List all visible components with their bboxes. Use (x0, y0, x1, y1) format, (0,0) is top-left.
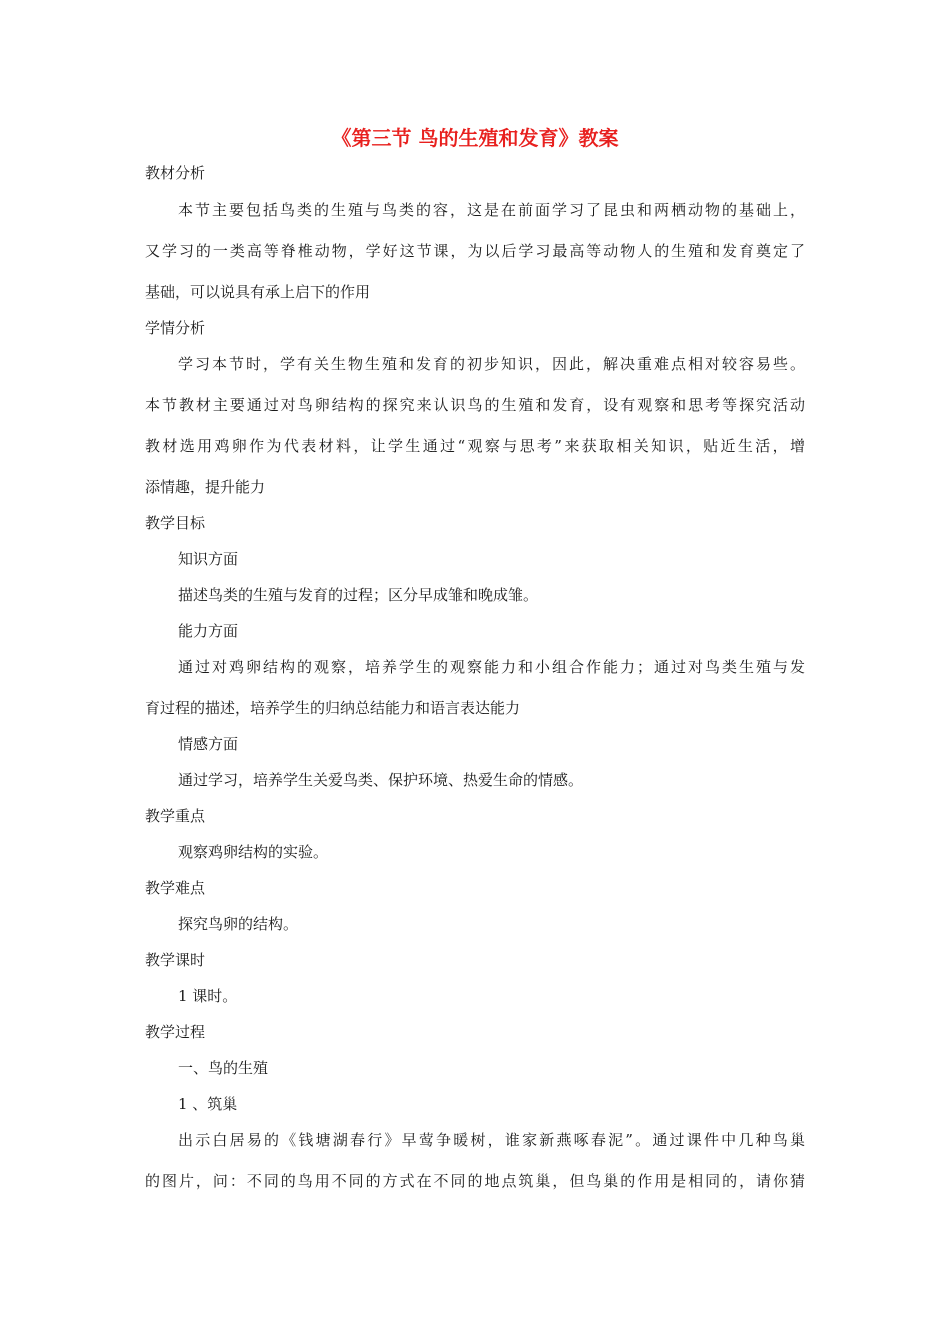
heading-xueqing: 学情分析 (145, 319, 206, 337)
paragraph-line: 的图片，问：不同的鸟用不同的方式在不同的地点筑巢，但鸟巢的作用是相同的，请你猜 (145, 1172, 805, 1190)
subheading-zhishi: 知识方面 (178, 550, 239, 568)
paragraph-line: 描述鸟类的生殖与发育的过程；区分早成雏和晚成雏。 (178, 586, 539, 604)
paragraph-line: 又学习的一类高等脊椎动物，学好这节课，为以后学习最高等动物人的生殖和发育奠定了 (145, 242, 805, 260)
subheading-nengli: 能力方面 (178, 622, 239, 640)
document-title: 《第三节 鸟的生殖和发育》教案 (331, 126, 619, 150)
heading-keshi: 教学课时 (145, 951, 206, 969)
heading-mubiao: 教学目标 (145, 514, 206, 532)
heading-nandian: 教学难点 (145, 879, 206, 897)
paragraph-line: 教材选用鸡卵作为代表材料，让学生通过“观察与思考”来获取相关知识，贴近生活，增 (145, 437, 805, 455)
subheading-shengzhi: 一、鸟的生殖 (178, 1059, 269, 1077)
paragraph-line: 学习本节时，学有关生物生殖和发育的初步知识，因此，解决重难点相对较容易些。 (178, 355, 805, 373)
heading-jiaocai: 教材分析 (145, 164, 206, 182)
paragraph-line: 出示白居易的《钱塘湖春行》早莺争暖树，谁家新燕啄春泥”。通过课件中几种鸟巢 (178, 1131, 805, 1149)
paragraph-line: 通过学习，培养学生关爱鸟类、保护环境、热爱生命的情感。 (178, 771, 584, 789)
subheading-qinggan: 情感方面 (178, 735, 239, 753)
paragraph-line: 本节主要包括鸟类的生殖与鸟类的容，这是在前面学习了昆虫和两栖动物的基础上， (178, 201, 805, 219)
paragraph-line: 通过对鸡卵结构的观察，培养学生的观察能力和小组合作能力；通过对鸟类生殖与发 (178, 658, 805, 676)
paragraph-line: 添情趣，提升能力 (145, 478, 266, 496)
paragraph-line: 1 课时。 (178, 987, 238, 1005)
heading-zhongdian: 教学重点 (145, 807, 206, 825)
paragraph-line: 育过程的描述，培养学生的归纳总结能力和语言表达能力 (145, 699, 521, 717)
paragraph-line: 基础，可以说具有承上启下的作用 (145, 283, 371, 301)
paragraph-line: 本节教材主要通过对鸟卵结构的探究来认识鸟的生殖和发育，设有观察和思考等探究活动 (145, 396, 805, 414)
subheading-zhuchao: 1 、筑巢 (178, 1095, 238, 1113)
paragraph-line: 探究鸟卵的结构。 (178, 915, 299, 933)
paragraph-line: 观察鸡卵结构的实验。 (178, 843, 329, 861)
heading-guocheng: 教学过程 (145, 1023, 206, 1041)
